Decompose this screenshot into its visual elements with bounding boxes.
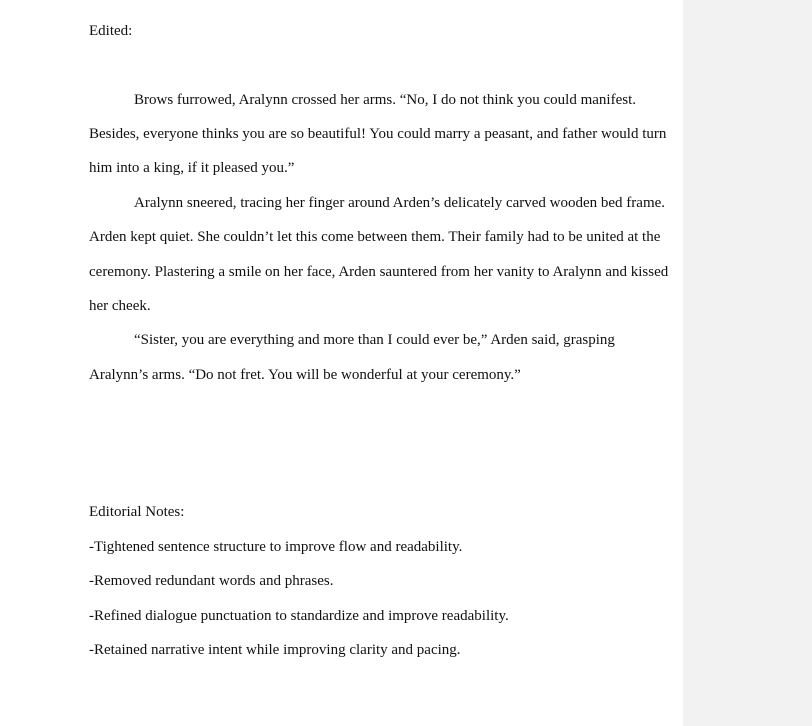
side-panel <box>683 0 812 726</box>
edited-heading: Edited: <box>89 23 133 39</box>
paragraph-line: ceremony. Plastering a smile on her face, Arden sauntered from her vanity to Aralynn and kissed <box>89 264 669 280</box>
paragraph-line: him into a king, if it pleased you.” <box>89 160 295 176</box>
editorial-notes-heading: Editorial Notes: <box>89 504 185 520</box>
editorial-note: -Refined dialogue punctuation to standardize and improve readability. <box>89 608 509 624</box>
paragraph-line: Brows furrowed, Aralynn crossed her arms. “No, I do not think you could manifest. <box>134 92 636 108</box>
editorial-note: -Tightened sentence structure to improve flow and readability. <box>89 539 463 555</box>
paragraph-line: Aralynn’s arms. “Do not fret. You will be wonderful at your ceremony.” <box>89 367 521 383</box>
paragraph-line: Aralynn sneered, tracing her finger around Arden’s delicately carved wooden bed frame. <box>134 195 666 211</box>
editorial-note: -Retained narrative intent while improving clarity and pacing. <box>89 642 461 658</box>
paragraph-line: her cheek. <box>89 298 151 314</box>
paragraph-line: Arden kept quiet. She couldn’t let this come between them. Their family had to be united at the <box>89 229 661 245</box>
paragraph-line: Besides, everyone thinks you are so beautiful! You could marry a peasant, and father would turn <box>89 126 667 142</box>
editorial-note: -Removed redundant words and phrases. <box>89 573 334 589</box>
paragraph-line: “Sister, you are everything and more than I could ever be,” Arden said, grasping <box>134 332 615 348</box>
